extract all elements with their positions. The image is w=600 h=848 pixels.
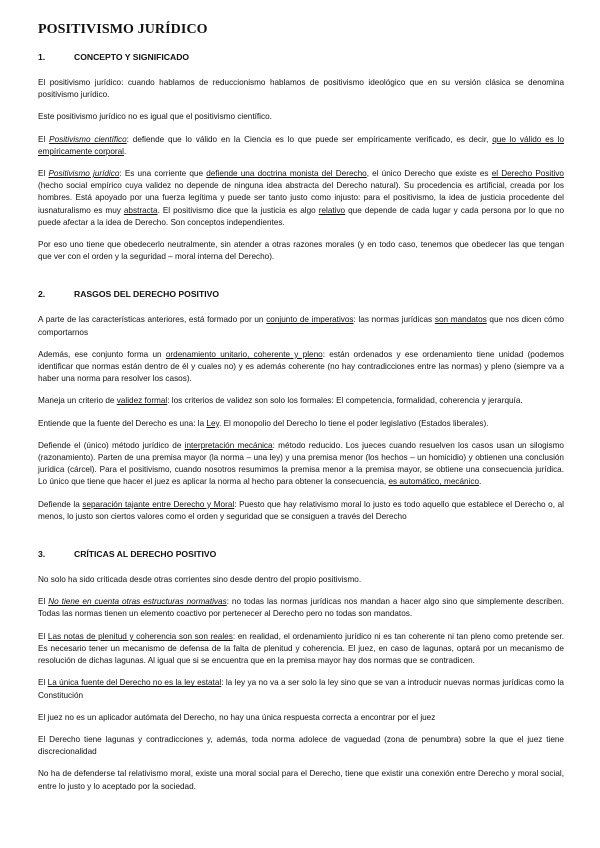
- paragraph: [38, 239, 564, 263]
- text-run: .: [124, 146, 127, 156]
- text-run: El: [38, 678, 48, 688]
- text-run: : Es una corriente que: [119, 169, 207, 179]
- section-number: 3.: [38, 549, 46, 560]
- document-title: POSITIVISMO JURÍDICO: [38, 22, 208, 37]
- text-run: que nos dicen cómo comportarnos: [38, 315, 564, 337]
- text-run: El Derecho tiene lagunas y contradicciones y, además, toda norma adolece de vaguedad (zona de penumbra) sobre la que el juez tiene discrecionalidad: [38, 734, 564, 757]
- text-run: , el único Derecho que existe es: [366, 169, 492, 179]
- text-run: Este positivismo jurídico no es igual que el positivismo científico.: [38, 112, 272, 122]
- text-run: . El monopolio del Derecho lo tiene el poder legislativo (Estados liberales).: [219, 418, 489, 428]
- text-run: Además, ese conjunto forma un: [38, 349, 166, 359]
- text-run: El: [38, 597, 49, 607]
- paragraph: [38, 768, 564, 792]
- paragraph: [38, 314, 564, 338]
- text-run: A parte de las características anteriores, está formado por un: [38, 315, 267, 325]
- paragraph: [38, 111, 564, 123]
- section-number: 1.: [38, 52, 46, 62]
- text-run: : la ley ya no va a ser solo la ley sino que se van a introducir nuevas normas jurídicas como la Constitución: [38, 678, 564, 700]
- paragraph: [38, 631, 564, 668]
- section-heading: [38, 549, 564, 559]
- section-title: CONCEPTO Y SIGNIFICADO: [74, 52, 190, 62]
- emphasized-text: defiende una doctrina monista del Derecho: [206, 169, 367, 179]
- text-run: . El positivismo dice que la justicia es algo: [157, 205, 319, 215]
- emphasized-text: el Derecho Positivo: [491, 169, 564, 179]
- paragraph: [38, 574, 564, 586]
- text-run: : los criterios de validez son solo los formales: El competencia, formalidad, coherencia y jerarquía.: [167, 396, 523, 406]
- section-heading: [38, 52, 564, 62]
- text-run: El juez no es un aplicador autómata del Derecho, no hay una única respuesta correcta a encontrar por el juez: [38, 712, 436, 722]
- text-run: Defiende el (único) método jurídico de: [38, 440, 185, 450]
- emphasized-text: son mandatos: [434, 315, 487, 325]
- emphasized-text: validez formal: [116, 396, 168, 406]
- text-run: No solo ha sido criticada desde otras corrientes sino desde dentro del propio positivismo.: [38, 575, 362, 585]
- text-run: Entiende que la fuente del Derecho es una: la: [38, 418, 207, 428]
- emphasized-text: interpretación mecánica: [184, 440, 273, 450]
- text-run: : Puesto que hay relativismo moral lo justo es todo aquello que establece el Derecho o, al menos, lo justo son ciertos valores como el orden y seguridad que se consiguen a través del Derecho: [38, 499, 564, 521]
- text-run: Defiende la: [38, 499, 83, 509]
- paragraph: [38, 734, 564, 758]
- text-run: El positivismo jurídico:: [38, 78, 124, 87]
- document-page: [38, 22, 564, 803]
- paragraph: [38, 349, 564, 386]
- emphasized-text: relativo: [318, 205, 346, 215]
- text-run: Maneja un criterio de: [38, 396, 117, 406]
- text-run: cuando hablamos de reduccionismo hablamos de positivismo ideológico que en su versión clásica se denomina positivismo jurídico.: [38, 78, 564, 100]
- text-run: (hecho social empírico cuya validez no depende de ninguna idea abstracta del Derecho natural). Su procedencia es artificial, creada por los hombres. Está apoyado por una fuerza legítima y puede ser tanto justo como injusto: para el positivismo, la idea de justicia procedente del iusnaturalismo es muy: [38, 181, 564, 215]
- section-number: 2.: [38, 289, 46, 300]
- text-run: Por eso uno tiene que obedecerlo neutralmente, sin atender a otras razones morales (y en todo caso, tenemos que obedecer las que tengan que ver con el orden y la seguridad – moral interna del Derecho).: [38, 240, 564, 262]
- paragraph: [38, 596, 564, 620]
- section-3: [38, 549, 564, 793]
- paragraph: [38, 168, 564, 229]
- paragraph: [38, 77, 564, 101]
- section-title: CRÍTICAS AL DERECHO POSITIVO: [74, 549, 217, 560]
- text-run: : no todas las normas jurídicas nos mandan a hacer algo sino que simplemente describen. Todas las normas tienen un elemento coactivo por pertenecer al Derecho pero no todas son mandatos.: [38, 597, 564, 619]
- text-run: : las normas jurídicas: [353, 315, 435, 325]
- emphasized-text: ordenamiento unitario, coherente y pleno: [165, 349, 323, 359]
- paragraph: [38, 499, 564, 523]
- section-title: RASGOS DEL DERECHO POSITIVO: [74, 289, 220, 300]
- text-run: : están ordenados y ese ordenamiento tiene unidad (podemos identificar que normas están dentro de él y cuales no) y es además coherente (no hay contradicciones entre las normas) y pleno (siempre va a haber una norma para resolver los casos).: [38, 349, 564, 384]
- paragraph: [38, 395, 564, 407]
- text-run: : método reducido. Los jueces cuando resuelven los casos usan un silogismo (razonamiento). Parten de una premisa mayor (la norma – una ley) y una premisa menor (los hechos – un homicidio) y obtienen una conclusión jurídica (cárcel). Para el positivismo, cuando nosotros resumimos la premisa menor a la premisa mayor, se obtiene una consecuencia jurídica. Lo único que tiene que hacer el juez es aplicar la norma al hecho para obtener la consecuencia,: [38, 440, 564, 487]
- emphasized-text: Positivismo científico: [49, 134, 127, 144]
- text-run: No ha de defenderse tal relativismo moral, existe una moral social para el Derecho, tiene que existir una conexión entre Derecho y moral social, entre lo justo y lo aceptado por la sociedad.: [38, 769, 564, 791]
- paragraph: [38, 134, 564, 158]
- emphasized-text: abstracta: [123, 205, 158, 215]
- text-run: .: [479, 477, 482, 487]
- emphasized-text: No tiene en cuenta otras estructuras normativas: [48, 597, 227, 607]
- section-2: [38, 289, 564, 523]
- section-heading: [38, 289, 564, 299]
- paragraph: [38, 440, 564, 489]
- text-run: El: [38, 631, 48, 641]
- emphasized-text: es automático, mecánico: [388, 477, 480, 487]
- text-run: : en realidad, el ordenamiento jurídico ni es tan coherente ni tan pleno como pretende ser. Es necesario tener un mecanismo de defensa de la falta de plenitud y coherencia. El juez, en caso de lagunas, optará por un mecanismo de resolución de dichas lagunas. Al igual que si se encuentra que en la premisa mayor hay dos normas que se contradicen.: [38, 631, 564, 666]
- emphasized-text: que lo válido es lo empíricamente corporal: [38, 134, 564, 156]
- emphasized-text: conjunto de imperativos: [266, 315, 354, 325]
- paragraph: [38, 677, 564, 701]
- text-run: : defiende que lo válido en la Ciencia es lo que puede ser empíricamente verificado, es decir,: [126, 134, 493, 144]
- paragraph: [38, 712, 564, 724]
- text-run: que depende de cada lugar y cada persona por lo que no puede afectar a la idea de Derecho. Son conceptos independientes.: [38, 205, 564, 227]
- emphasized-text: Positivismo jurídico: [48, 169, 120, 179]
- emphasized-text: separación tajante entre Derecho y Moral: [82, 499, 235, 509]
- emphasized-text: Ley: [206, 418, 220, 428]
- emphasized-text: La única fuente del Derecho no es la ley estatal: [47, 678, 222, 688]
- emphasized-text: Las notas de plenitud y coherencia son son reales: [47, 631, 233, 641]
- section-1: [38, 52, 564, 263]
- paragraph: [38, 418, 564, 430]
- text-run: El: [38, 169, 49, 179]
- text-run: El: [38, 134, 50, 144]
